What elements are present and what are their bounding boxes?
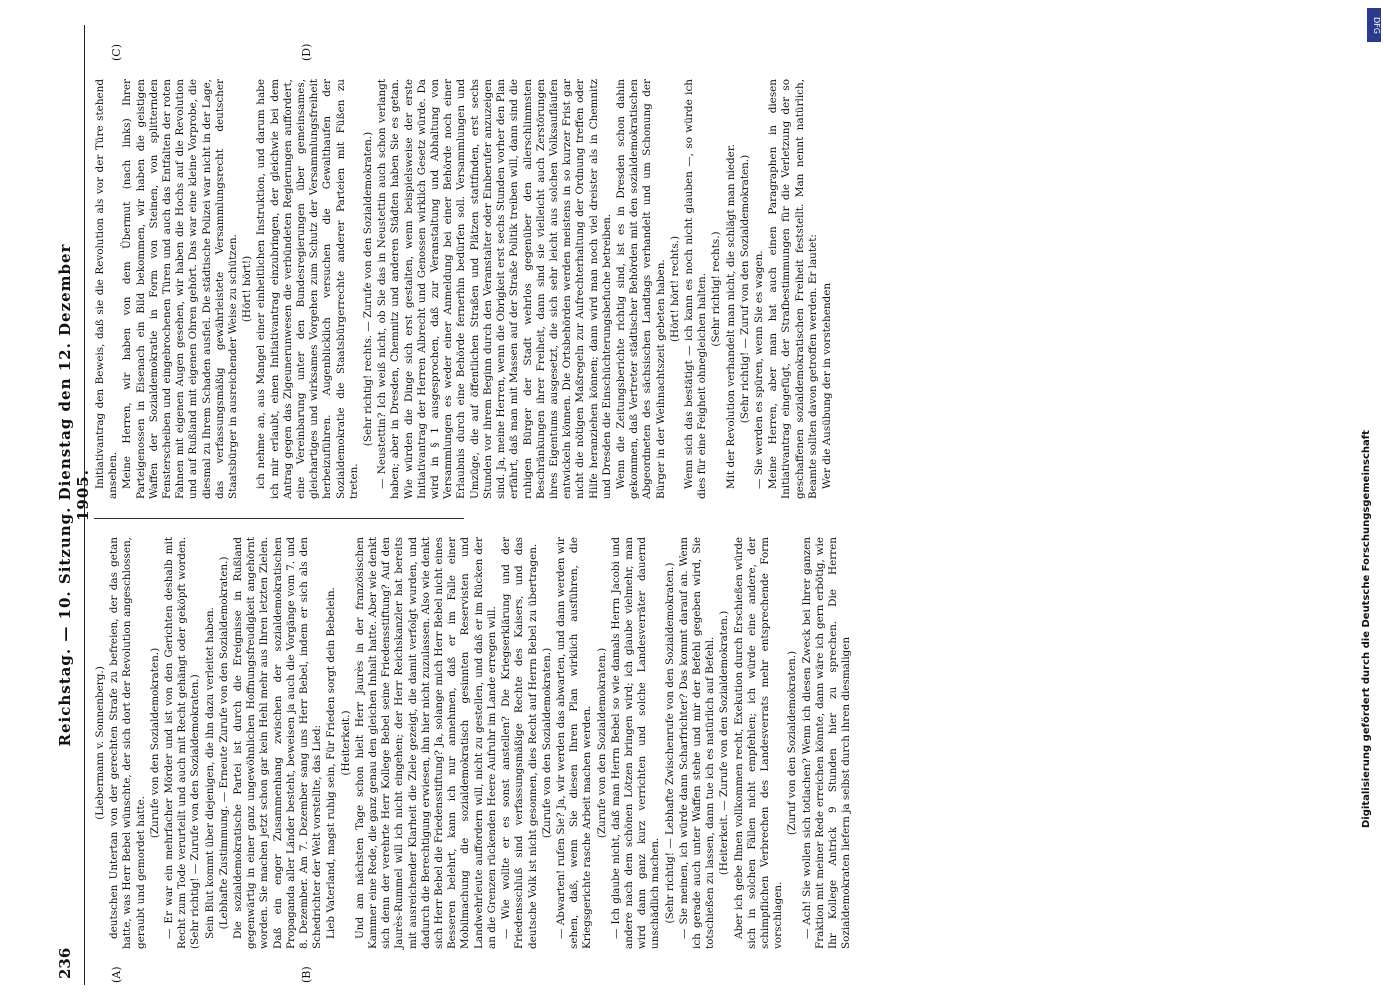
paragraph: (Heiterkeit.) [339,710,352,776]
paragraph: Die sozialdemokratische Partei ist durch die Ereignisse in Rußland gegenwärtig in einer ganz ungewöhnlichen Hoffnungsfreudigkeit angehörnt worden. Sie machen jetzt schon gar kein Hehl mehr aus Ihren letzten Zielen. Daß ein enger Zusammenhang zwischen der sozialdemokratischen Propaganda aller Länder besteht, beweisen ja auch die Vorgänge vom 7. und 8. Dezember. Am 7. Dezember sang uns Herr Bebel, indem er sich als den Schedrichter der Welt vorstellte, das Lied: [232,537,324,949]
paragraph: (Sehr richtig! rechts.) [710,231,723,347]
paragraph: Lieb Vaterland, magst ruhig sein, Für Frieden sorgt dein Bebelein. [325,587,338,939]
paragraph: — Ach! Sie wollen sich totlachen? Wenn ich diesen Zweck bei Ihrer ganzen Fraktion mit meiner Rede erreichen könnte, dann wäre ich gern erbötig, wie Ihr Kollege Antrick 9 Stunden hier zu sprechen. Die Herren Sozialdemokraten liefern ja selbst durch ihren diesmaligen [800,537,853,949]
margin-mark-c: (C) [110,44,123,61]
paragraph: — Sie werden es spüren, wenn Sie es wagen. [752,250,765,489]
left-text-column [94,537,853,949]
paragraph: Wenn sich das bestätigt — ich kann es noch nicht glauben —, so würde ich dies für eine Feigheit ohnegleichen halten. [682,79,709,499]
paragraph: — Sie meinen, ich würde dann Scharfrichter? Das kommt darauf an. Wenn ich gerade auch unter Waffen stehe und mir der Befehl gegeben wird, Sie totschießen zu lassen, dann tue ich es natürlich auf Befehl. [677,537,717,949]
digitization-note: Digitalisierung gefördert durch die Deutsche Forschungsgemeinschaft [1361,430,1372,828]
paragraph: — Neustettin? Ich weiß nicht, ob Sie das in Neustettin auch schon verlangt haben; aber in Dresden, Chemnitz und anderen Städten haben Sie es getan. Wie würden die Dinge sich erst gestalten, wenn beispielsweise der erste Initiativantrag der Herren Albrecht und Genossen wirklich Gesetz würde. Da wird in § 1 ausgesprochen, daß zur Veranstaltung und Abhaltung von Versammlungen es weder einer Anmeldung bei einer Behörde noch einer Erlaubnis durch eine Behörde fernerhin bedürfen soll. Versammlungen und Umzüge, die auf öffentlichen Straßen und Plätzen stattfinden, erst sechs Stunden vor ihrem Beginn durch den Veranstalter oder Einberufer anzuzeigen sind. Ja, meine Herren, wenn die Obrigkeit erst sechs Stunden vorher den Plan erfährt, daß man mit Massen auf der Straße Politik treiben will, dann sind die ruhigen Bürger der Stadt wehrlos gegenüber den allerschlimmsten Beschränkungen ihrer Freiheit, dann sind sie vielleicht auch Zerstörungen ihres Eigentums ausgesetzt, die sich sehr leicht aus solchen Volksaufläufen entwickeln können. Die Ortsbehörden werden meistens in so kurzer Frist gar nicht die nötigen Maßregeln zur Aufrechterhaltung der Ordnung treffen oder Hilfe heranziehen können; dann wird man noch viel dreister als in Chemnitz und Dresden die Einschüchterungsbefuche betreiben. [376,79,613,499]
paragraph: (Lebhafte Zustimmung. — Erneute Zurufe von den Sozialdemokraten.) [217,556,230,930]
paragraph: (Heiterkeit. — Zurufe von den Sozialdemokraten.) [718,610,731,876]
margin-mark-a: (A) [110,966,123,983]
paragraph: (Liebermann v. Sonnenberg.) [94,666,106,820]
paragraph: Und am nächsten Tage schon hielt Herr Jaurès in der französischen Kammer eine Rede, die ganz genau den gleichen Inhalt hatte. Aber wie denkt sich denn der verehrte Herr Kollege Bebel seine Friedensstiftung? Auf den Jaurès-Rummel will ich nicht eingehen; der Herr Reichskanzler hat bereits mit ausreichender Klarheit die Ziele gezeigt, die damit verfolgt wurden, und dadurch die Berechtigung erwiesen, ihn hier nicht zuzulassen. Also wie denkt sich Herr Bebel die Friedensstiftung? Ja, solange mich Herr Bebel nicht eines Besseren belehrt, kann ich nur annehmen, daß er im Falle einer Mobilmachung die sozialdemokratisch gesinnten Reservisten und Landwehrleute auffordern will, nicht zu gestellen, und daß er im Rücken der an die Grenzen rückenden Heere Aufruhr im Lande erregen will. [353,537,498,949]
paragraph: (Zurufe von den Sozialdemokraten.) [148,647,161,839]
paragraph: — Ich glaube nicht, daß man Herrn Bebel so wie damals Herrn Jacobi und andere nach dem schönen Lötzen bringen wird; ich glaube vielmehr, man wird dann ganz kurz verrichten und solche Landesverräter dauernd unschädlich machen. [609,537,662,949]
rotated-page-content [50,25,1370,985]
paragraph: Mit der Revolution verhandelt man nicht, die schlägt man nieder. [724,144,737,489]
paragraph: Sein Blut kommt über diejenigen, die ihn dazu verleitet haben. [203,607,216,939]
paragraph: (Hört! hört! rechts.) [668,235,681,343]
paragraph: Meine Herren, aber man hat auch einen Paragraphen in diesen Initiativantrag eingefügt, der Strafbestimmungen für die Verletzung der so geschaffenen sozialdemokratischen Freiheit feststellt. Man nennt natürlich, Beamte sollten davon getroffen werden. Er lautet: [767,79,819,499]
paragraph: (Hört! hört!) [241,255,254,323]
paragraph: (Sehr richtig! — Lebhafte Zwischenrufe von den Sozialdemokraten.) [663,562,676,924]
paragraph: Wenn die Zeitungsberichte richtig sind, ist es in Dresden schon dahin gekommen, daß Vertreter städtischer Behörden mit den sozialdemokratischen Abgeordneten des sächsischen Landtags verhandelt und um Schonung der Bürger in der Weihnachtszeit gebeten haben. [614,79,667,499]
page-title: Reichstag. — 10. Sitzung. Dienstag den 12. Dezember 1905. [56,243,92,747]
page-header [50,25,92,985]
paragraph: (Sehr richtig! — Zuruf von den Sozialdemokraten.) [738,154,751,424]
paragraph: (Zuruf von den Sozialdemokraten.) [786,650,799,836]
paragraph: Meine Herren, wir haben von dem Übermut (nach links) Ihrer Parteigenossen in Eisenach ein Bild bekommen, wir haben die geistigen Waffen der Sozialdemokratie in Form von Steinen, von splitternden Fensterscheiben und eingebrochenen Türen und auch das Entfalten der roten Fahnen mit eigenen Augen gesehen, wir haben die Hochs auf die Revolution und auf Rußland mit eigenen Ohren gehört. Das war eine kleine Vorprobe, die diesmal zu Ihrem Schaden ausfiel. Die städtische Polizei war nicht in der Lage, das verfassungsmäßig gewährleistete Versammlungsrecht deutscher Staatsbürger in ausreichender Weise zu schützen. [121,79,240,499]
margin-mark-d: (D) [300,43,313,61]
column-divider [94,518,464,519]
paragraph: (Sehr richtig! rechts. — Zurufe von den Sozialdemokraten.) [362,131,375,447]
paragraph: (Zurufe von den Sozialdemokraten.) [540,647,553,839]
page-number: 236 [56,947,74,979]
paragraph: — Wie wollte er es sonst anstellen? Die Kriegserklärung und der Friedensschluß sind verfassungsmäßige Rechte des Kaisers, und das deutsche Volk ist nicht gesonnen, dies Recht auf Herrn Bebel zu übertragen. [500,537,539,949]
paragraph: Wer die Ausübung der in vorstehenden [820,282,833,489]
paragraph: — Abwarten! rufen Sie? Ja, wir werden das abwarten, und dann werden wir sehen, daß, wenn Sie diesen Ihren Plan wirklich ausführen, die Kriegsgerichte rasche Arbeit machen werden. [554,537,594,949]
right-text-column [94,79,833,499]
dfg-logo-icon: DFG [1367,8,1381,42]
paragraph: (Zurufe von den Sozialdemokraten.) [595,647,608,839]
paragraph: Aber ich gebe Ihnen vollkommen recht, Exekution durch Erschießen würde sich in solchen Fällen nicht empfehlen; ich würde eine andere, der schimpflichen Verbrechen des Landesverrats mehr entsprechende Form vorschlagen. [732,537,785,949]
paragraph: Initiativantrag den Beweis, daß sie die Revolution als vor der Türe stehend ansehen. [94,79,120,499]
paragraph: deutschen Untertan von der gerechten Strafe zu befreien, der das getan hatte, was Herr Bebel wünschte, der sich dort der Revolution angeschlossen, geraubt und gemordet hatte. [108,537,147,949]
margin-mark-b: (B) [300,966,313,983]
paragraph: ich nehme an, aus Mangel einer einheitlichen Instruktion, und darum habe ich mir erlaubt, einen Initiativantrag einzubringen, der gleichwie bei dem Antrag gegen das Zigeunerunwesen die verbündeten Regierungen auffordert, eine Vereinbarung unter den Bundesregierungen über gemeinsames, gleichartiges und wirksames Vorgehen zum Schutz der Versammlungsfreiheit herbeizuführen. Augenblicklich versuchen die Gewalthaufen der Sozialdemokratie die Staatsbürgerrechte anderer Parteien mit Füßen zu treten. [255,79,360,499]
paragraph: — Er war ein mehrfacher Mörder und ist von den Gerichten deshalb mit Recht zum Tode verurteilt und auch mit Recht gehängt oder geköpft worden. (Sehr richtig! — Zurufe von den Sozialdemokraten.) [163,537,202,949]
